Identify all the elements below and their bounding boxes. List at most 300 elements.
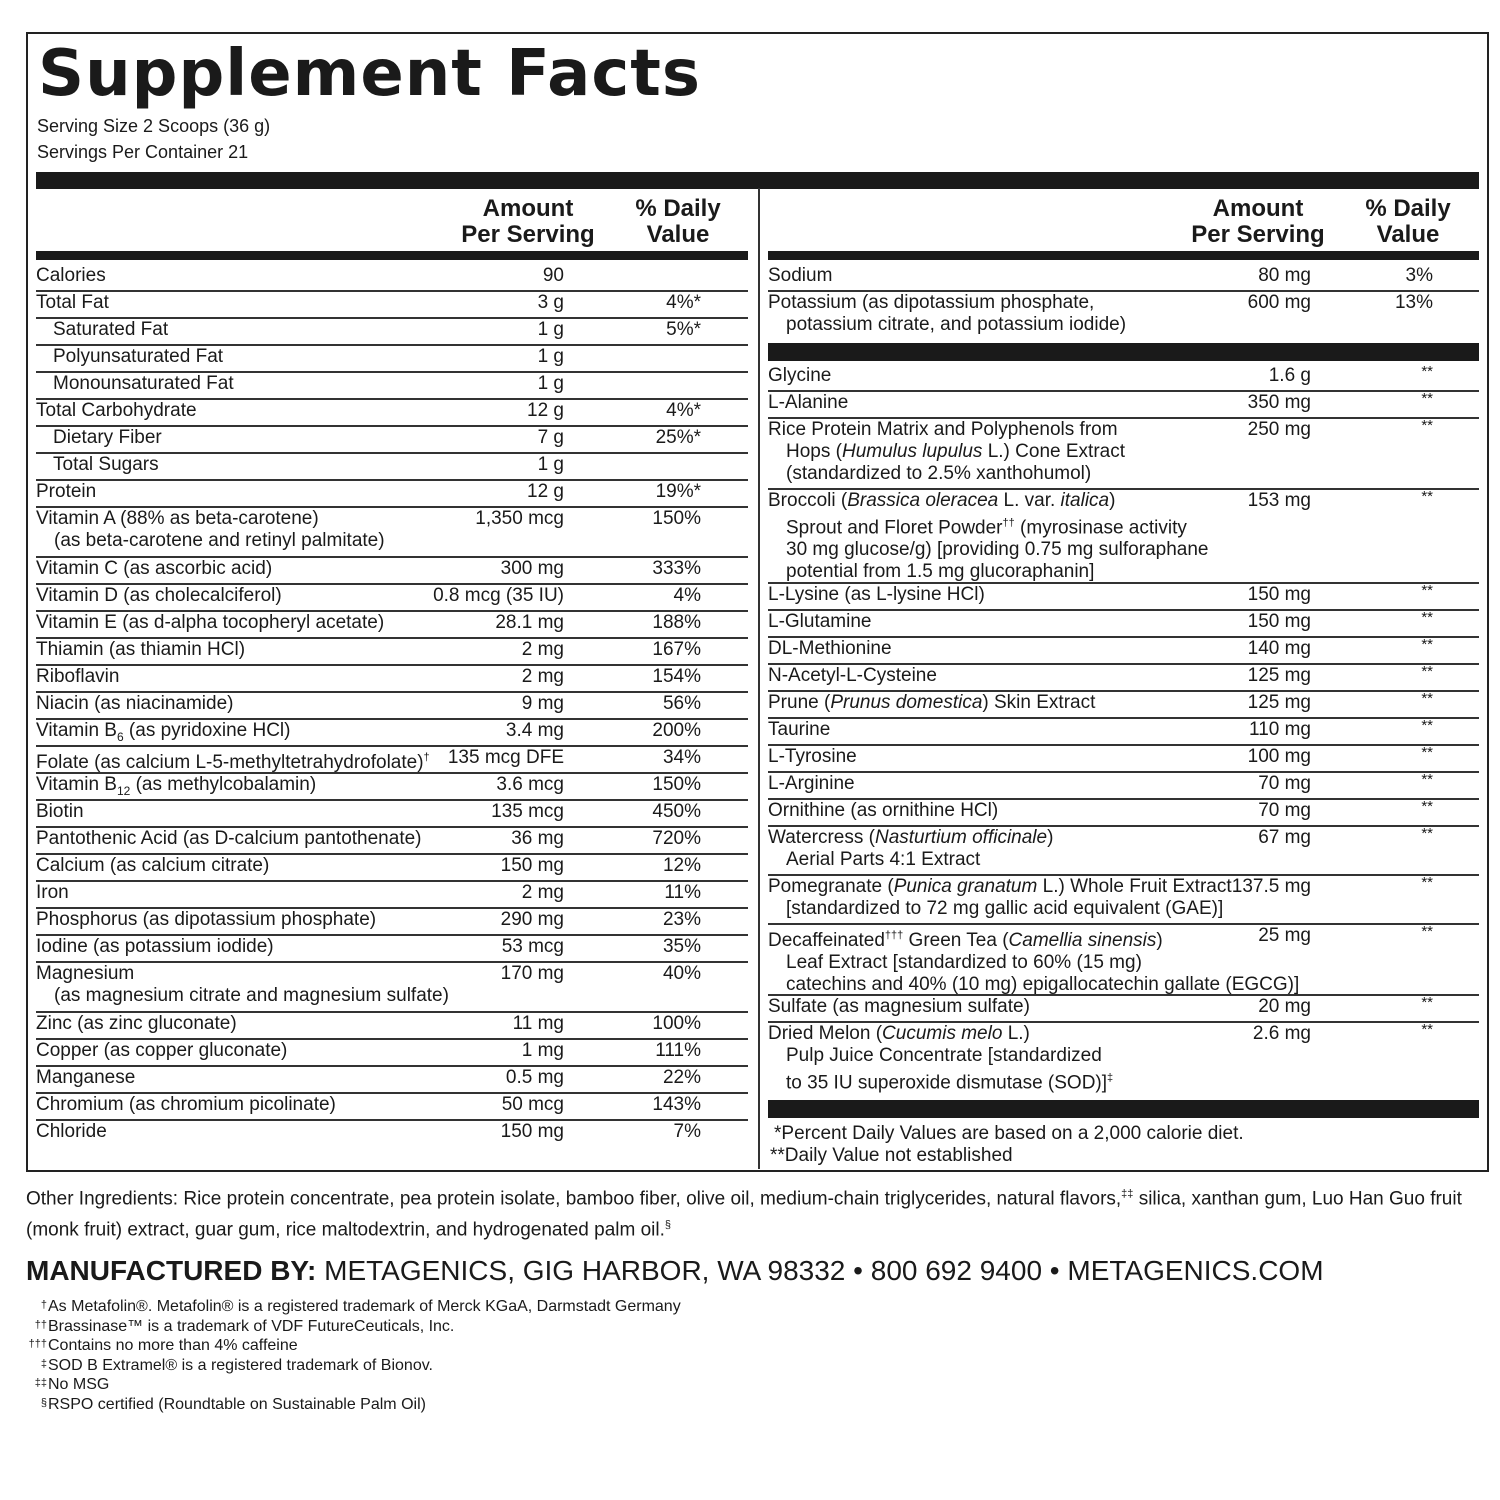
footnote-text: SOD B Extramel® is a registered trademark of Bionov. [48,1356,433,1374]
amount-value: 1 g [537,319,564,340]
amount-value: 100 mg [1247,746,1311,767]
nutrient-name [768,584,1479,606]
name-sup: †† [1002,517,1015,529]
name-line-1 [768,665,937,686]
name-part: Vitamin D (as cholecalciferol) [36,585,282,606]
amount-value: 125 mg [1247,665,1311,686]
name-part: Protein [36,481,97,502]
name-sup: † [423,752,430,764]
nutrient-name [36,1040,748,1062]
daily-value: ** [1421,717,1433,734]
name-part: L.) [1002,1023,1030,1044]
daily-value: 100% [652,1013,701,1034]
nutrient-name [36,508,748,552]
daily-value: ** [1421,636,1433,653]
amount-value: 12 g [527,481,564,502]
name-italic: Nasturtium officinale [874,827,1048,848]
name-part: Hops ( [786,441,842,462]
name-part: to 35 IU superoxide dismutase (SOD)] [786,1072,1108,1094]
amount-value: 1.6 g [1268,365,1311,386]
other-ingredients [26,1181,1486,1244]
table-row [768,638,1479,665]
name-line-2 [768,849,1479,871]
name-line-1 [36,1121,107,1142]
name-line-3 [768,974,1479,996]
name-line-1 [36,909,376,930]
table-row [36,612,748,639]
amount-value: 170 mg [500,963,564,984]
amount-value: 1 g [537,454,564,475]
name-part: Dried Melon ( [768,1023,883,1044]
footnotes [26,1297,681,1414]
serving-size: Serving Size 2 Scoops (36 g) [37,116,271,136]
table-row [36,346,748,373]
table-row [768,827,1479,876]
table-row [768,419,1479,490]
name-line-1 [36,720,291,744]
name-part: Leaf Extract [standardized to 60% (15 mg) [786,952,1142,974]
daily-value: ** [1421,690,1433,707]
nutrient-name [36,909,748,931]
nutrient-name [36,481,748,503]
daily-value: ** [1421,663,1433,680]
amount-value: 350 mg [1247,392,1311,413]
name-part: Dietary Fiber [53,427,162,448]
name-part: Saturated Fat [53,319,169,340]
name-part: [standardized to 72 mg gallic acid equivalent (GAE)] [786,898,1224,919]
name-subscript: 12 [116,783,131,798]
name-part: Pantothenic Acid (as D-calcium pantothenate) [36,828,422,849]
name-part: (as magnesium citrate and magnesium sulfate) [54,985,449,1006]
table-row [768,365,1479,392]
name-line-1 [53,319,168,340]
nutrient-name [36,585,748,607]
daily-value: 150% [652,508,701,529]
name-line-1 [768,584,985,605]
amount-value: 70 mg [1258,800,1311,821]
name-line-1 [36,585,282,606]
amount-value: 140 mg [1247,638,1311,659]
nutrient-name [36,373,748,395]
name-line-1 [36,963,134,984]
nutrient-name [768,392,1479,414]
header-dv-line1: % Daily [1365,195,1451,222]
table-row [36,936,748,963]
amount-value: 1 g [537,346,564,367]
nutrient-name [768,419,1479,485]
name-line-1 [36,639,245,660]
name-line-1 [36,666,119,687]
nutrient-name [36,292,748,314]
nutrient-name [36,774,748,802]
daily-value: 4%* [666,292,701,313]
name-part: Ornithine (as ornithine HCl) [768,800,999,821]
name-line-1 [768,638,892,659]
name-part: Magnesium [36,963,135,984]
amount-value: 70 mg [1258,773,1311,794]
name-part: (as pyridoxine HCl) [123,720,291,741]
name-italic: Cucumis melo [882,1023,1003,1044]
amount-value: 250 mg [1247,419,1311,440]
name-line-1 [53,427,162,448]
table-row [768,719,1479,746]
name-line-4 [768,561,1479,583]
nutrient-name [768,719,1479,741]
table-row [36,1067,748,1094]
footnote-symbol: ‡‡ [34,1377,47,1389]
name-line-1 [768,773,855,794]
amount-value: 28.1 mg [495,612,564,633]
name-part: Zinc (as zinc gluconate) [36,1013,237,1034]
table-row [768,292,1479,342]
table-row [36,508,748,558]
table-row [36,963,748,1013]
name-line-2 [768,1045,1479,1067]
nutrient-name [36,400,748,422]
daily-value: ** [1421,363,1433,380]
amount-value: 150 mg [1247,611,1311,632]
name-sup: ††† [884,930,904,942]
name-part: Biotin [36,801,84,822]
name-part: ) [1109,490,1116,511]
table-row [768,392,1479,419]
table-row [768,490,1479,584]
nutrient-name [768,265,1479,287]
nutrient-name [768,638,1479,660]
amount-value: 1 mg [521,1040,564,1061]
name-line-1 [768,800,998,821]
nutrient-name [36,936,748,958]
table-row [36,693,748,720]
nutrient-name [36,1121,748,1143]
amount-value: 7 g [537,427,564,448]
amount-value: 0.5 mg [505,1067,564,1088]
name-part: Aerial Parts 4:1 Extract [786,849,981,870]
daily-value: ** [1421,798,1433,815]
amount-value: 20 mg [1258,996,1311,1017]
table-row [36,1040,748,1067]
amount-value: 3.6 mcg [496,774,564,795]
amount-value: 53 mcg [501,936,564,957]
table-row [768,773,1479,800]
daily-value: 34% [662,747,701,768]
name-line-3 [768,1067,1479,1094]
table-row [36,747,748,774]
daily-value: 12% [662,855,701,876]
name-line-1 [36,1040,287,1061]
dv-not-established-note: **Daily Value not established [770,1145,1013,1166]
daily-value: 720% [652,828,701,849]
name-part: Green Tea ( [903,930,1009,952]
daily-value: ** [1421,390,1433,407]
daily-value: 143% [652,1094,701,1115]
other-ingredients-rest: silica, xanthan gum, Luo Han Guo fruit (monk fruit) extract, guar gum, rice maltodextrin, and hydrogenated palm oil. [26,1188,1462,1241]
name-line-2 [768,512,1479,539]
amount-value: 67 mg [1258,827,1311,848]
name-part: Rice Protein Matrix and Polyphenols from [768,419,1118,440]
amount-value: 135 mcg DFE [447,747,564,768]
amount-value: 290 mg [500,909,564,930]
name-italic: italica [1060,490,1110,511]
amount-value: 25 mg [1258,925,1311,946]
name-part: Potassium (as dipotassium phosphate, [768,292,1095,313]
name-part: Chromium (as chromium picolinate) [36,1094,336,1115]
name-part: L-Tyrosine [768,746,857,767]
right-top-table [768,265,1479,342]
table-row [36,882,748,909]
name-part: Vitamin C (as ascorbic acid) [36,558,273,579]
name-part: Iodine (as potassium iodide) [36,936,274,957]
name-part: Calories [36,265,106,286]
header-amount-line1: Amount [1212,195,1304,222]
table-row [36,720,748,747]
name-part: Riboflavin [36,666,120,687]
name-line-2 [768,441,1479,463]
table-row [36,373,748,400]
daily-value: 3% [1405,265,1433,286]
table-row [36,292,748,319]
header-amount-line2: Per Serving [461,221,595,248]
name-line-1 [768,827,1053,848]
daily-value: ** [1421,923,1433,940]
right-dv-header [1348,196,1468,248]
name-line-1 [36,612,384,633]
name-part: Taurine [768,719,831,740]
name-part: Iron [36,882,69,903]
daily-value: 23% [662,909,701,930]
amount-value: 137.5 mg [1231,876,1311,897]
right-header-rule [768,251,1479,260]
header-dv-line2: Value [646,221,710,248]
amount-value: 2 mg [521,882,564,903]
other-ingredients-sup: ‡‡ [1121,1188,1134,1200]
name-part: Monounsaturated Fat [53,373,234,394]
name-line-1 [768,365,831,386]
table-row [768,996,1479,1023]
daily-value: 167% [652,639,701,660]
name-part: Copper (as copper gluconate) [36,1040,288,1061]
name-line-2 [768,898,1479,920]
manufacturer-label: MANUFACTURED BY: [26,1255,317,1286]
footnote-symbol: § [40,1396,47,1409]
name-part: L.) Whole Fruit Extract [1037,876,1232,897]
daily-value: 5%* [666,319,701,340]
left-header-rule [36,251,748,260]
footnote-symbol: † [40,1299,47,1311]
amount-value: 36 mg [511,828,564,849]
table-row [36,481,748,508]
footnote-text: Brassinase™ is a trademark of VDF FutureCeuticals, Inc. [48,1317,455,1335]
name-part: Broccoli ( [768,490,848,511]
name-line-1 [768,692,1095,713]
name-line-1 [768,996,1030,1017]
name-line-1 [36,1013,237,1034]
name-line-1 [768,876,1232,897]
amount-value: 600 mg [1247,292,1311,313]
right-amount-header [1178,196,1338,248]
name-line-1 [768,611,872,632]
table-row [36,1121,748,1148]
daily-value: ** [1421,771,1433,788]
nutrient-name [768,611,1479,633]
nutrient-name [36,720,748,748]
daily-value: ** [1421,582,1433,599]
nutrient-name [36,427,748,449]
name-part: Glycine [768,365,832,386]
name-line-1 [36,292,109,313]
nutrient-name [768,876,1479,920]
daily-value: 111% [655,1040,701,1061]
name-italic: Prunus domestica [830,692,983,713]
amount-value: 2 mg [521,666,564,687]
amount-value: 90 [542,265,564,286]
name-part: Manganese [36,1067,136,1088]
daily-value: ** [1421,874,1433,891]
footnote-symbol: ††† [28,1338,47,1350]
nutrient-name [36,882,748,904]
name-line-1 [768,746,857,767]
nutrient-name [36,319,748,341]
name-line-2 [36,530,748,552]
name-line-2 [768,314,1479,336]
table-row [768,1023,1479,1092]
daily-value: 154% [652,666,701,687]
nutrient-name [36,855,748,877]
percent-dv-note: *Percent Daily Values are based on a 2,000 calorie diet. [774,1123,1244,1144]
left-dv-header [618,196,738,248]
name-part: potassium citrate, and potassium iodide) [786,314,1127,335]
amount-value: 2.6 mg [1252,1023,1311,1044]
name-line-1 [36,481,96,502]
nutrient-name [36,265,748,287]
table-row [36,639,748,666]
name-part: Sodium [768,265,833,286]
daily-value: 11% [664,882,701,903]
name-subscript: 6 [116,729,124,744]
amount-value: 80 mg [1258,265,1311,286]
name-part: Decaffeinated [768,930,885,952]
nutrient-name [36,346,748,368]
name-line-1 [768,930,1163,951]
amount-value: 150 mg [1247,584,1311,605]
table-row [36,1094,748,1121]
table-row [36,909,748,936]
daily-value: 4%* [666,400,701,421]
name-part: Vitamin A (88% as beta-carotene) [36,508,319,529]
footnote-text: RSPO certified (Roundtable on Sustainable Palm Oil) [48,1395,426,1413]
name-line-1 [768,490,1115,511]
table-row [36,855,748,882]
nutrient-name [36,1013,748,1035]
amount-value: 125 mg [1247,692,1311,713]
nutrient-name [36,1067,748,1089]
daily-value: 200% [652,720,701,741]
amount-value: 1 g [537,373,564,394]
name-line-1 [36,1067,135,1088]
table-row [768,876,1479,925]
name-part: Vitamin B [36,774,117,795]
table-row [36,585,748,612]
footnote-item [26,1375,681,1395]
daily-value: ** [1421,1021,1433,1038]
amount-value: 1,350 mcg [475,508,564,529]
table-row [768,800,1479,827]
left-amount-header [448,196,608,248]
daily-value: 188% [652,612,701,633]
name-part: Calcium (as calcium citrate) [36,855,270,876]
footnote-text: Contains no more than 4% caffeine [48,1337,298,1354]
name-line-1 [36,936,274,957]
name-line-1 [36,558,272,579]
name-line-1 [36,1094,336,1115]
manufacturer-text: METAGENICS, GIG HARBOR, WA 98332 • 800 692 9400 • METAGENICS.COM [316,1255,1324,1286]
name-part: Total Carbohydrate [36,400,197,421]
name-line-1 [768,265,832,286]
daily-value: ** [1421,488,1433,505]
nutrient-name [768,827,1479,871]
footnote-text: No MSG [48,1376,110,1393]
table-row [36,400,748,427]
footnote-item [26,1336,681,1356]
name-part: L-Arginine [768,773,855,794]
name-line-1 [36,774,317,798]
name-part: ) [1047,827,1054,848]
name-part: Sprout and Floret Powder [786,517,1003,539]
name-part: Pomegranate ( [768,876,894,897]
name-part: Thiamin (as thiamin HCl) [36,639,246,660]
name-part: DL-Methionine [768,638,892,659]
nutrient-name [768,665,1479,687]
amount-value: 0.8 mcg (35 IU) [433,585,564,606]
footnote-item [26,1317,681,1337]
name-line-1 [768,419,1118,440]
name-part: N-Acetyl-L-Cysteine [768,665,937,686]
nutrient-name [36,801,748,823]
name-line-1 [53,454,159,475]
table-row [768,692,1479,719]
name-part: Total Fat [36,292,109,313]
nutrient-name [768,746,1479,768]
header-amount-line2: Per Serving [1191,221,1325,248]
amount-value: 9 mg [521,693,564,714]
name-line-1 [36,693,233,714]
name-part: Niacin (as niacinamide) [36,693,234,714]
nutrient-name [36,693,748,715]
footnote-item [26,1395,681,1415]
daily-value: 35% [662,936,701,957]
name-part: Pulp Juice Concentrate [standardized [786,1045,1102,1066]
name-part: Watercress ( [768,827,875,848]
right-bottom-thick-rule [768,1100,1479,1118]
table-row [768,265,1479,292]
daily-value: 4% [673,585,701,606]
amount-value: 2 mg [521,639,564,660]
table-row [768,584,1479,611]
footnote-symbol: ‡ [40,1357,47,1370]
name-italic: Humulus lupulus [841,441,983,462]
table-row [36,454,748,481]
name-line-1 [768,719,830,740]
table-row [768,925,1479,996]
amount-value: 12 g [527,400,564,421]
nutrient-name [768,996,1479,1018]
name-line-1 [36,400,197,421]
nutrient-name [768,773,1479,795]
column-divider [758,188,760,1169]
name-sup: ‡ [1107,1072,1114,1084]
name-part: Polyunsaturated Fat [53,346,224,367]
name-part: (myrosinase activity [1014,517,1187,539]
